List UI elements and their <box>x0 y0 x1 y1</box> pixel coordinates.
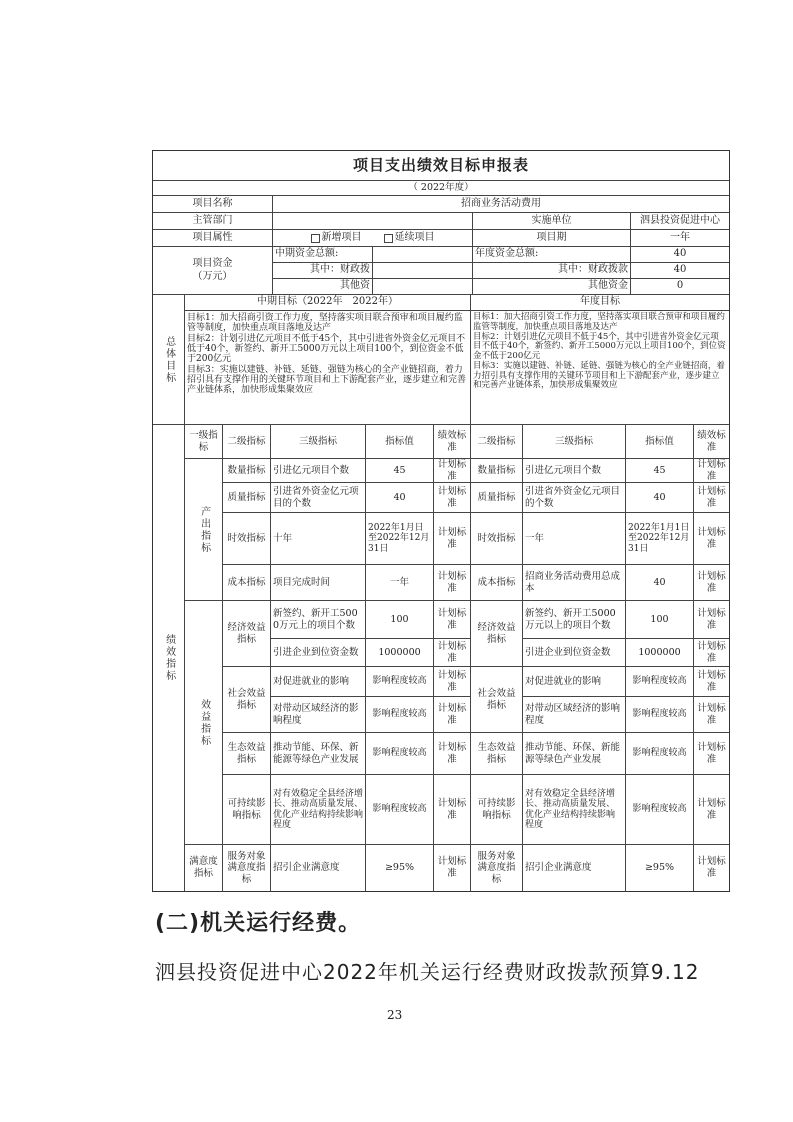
row-l3-right: 对带动区域经济的影响程度 <box>523 697 626 733</box>
row-std-right: 计划标准 <box>694 601 729 639</box>
row-std-right: 计划标准 <box>694 483 729 513</box>
row-l3: 新签约、新开工5000万元上的项目个数 <box>271 601 366 639</box>
row-value: 影响程度较高 <box>366 775 434 845</box>
year-total-label: 年度资金总额: <box>473 247 631 263</box>
row-l2-right: 服务对象满意度指标 <box>471 845 523 891</box>
row-l2: 质量指标 <box>223 483 271 513</box>
row-value: 100 <box>366 601 434 639</box>
row-value: 影响程度较高 <box>366 697 434 733</box>
row-l3-right: 招引企业满意度 <box>523 845 626 891</box>
row-std: 计划标准 <box>434 775 471 845</box>
row-value-right: 影响程度较高 <box>626 667 694 697</box>
row-l2-right: 成本指标 <box>471 565 523 601</box>
row-value-right: 影响程度较高 <box>626 697 694 733</box>
row-value-right: 1000000 <box>626 639 694 667</box>
row-l2-right: 经济效益指标 <box>471 601 523 667</box>
row-std: 计划标准 <box>434 697 471 733</box>
new-project-checkbox <box>311 234 320 243</box>
row-std: 计划标准 <box>434 565 471 601</box>
header-lvl3: 三级指标 <box>271 425 366 459</box>
row-std-right: 计划标准 <box>694 639 729 667</box>
perf-label: 绩效指标 <box>153 425 185 891</box>
year-goal-header: 年度目标 <box>471 295 729 311</box>
row-value: 40 <box>366 483 434 513</box>
header-value: 指标值 <box>366 425 434 459</box>
year-other-label: 其他资金 <box>473 279 631 295</box>
row-l3: 项目完成时间 <box>271 565 366 601</box>
row-std-right: 计划标准 <box>694 667 729 697</box>
row-l2-right: 时效指标 <box>471 513 523 565</box>
row-l3: 招引企业满意度 <box>271 845 366 891</box>
year-fiscal-value: 40 <box>631 263 729 279</box>
row-std-right: 计划标准 <box>694 565 729 601</box>
row-value-right: 2022年1月1日至2022年12月31日 <box>626 513 694 565</box>
row-l2: 经济效益指标 <box>223 601 271 667</box>
row-std: 计划标准 <box>434 845 471 891</box>
row-std: 计划标准 <box>434 513 471 565</box>
dept-label: 主管部门 <box>153 213 273 230</box>
row-l3-right: 引进省外资金亿元项目的个数 <box>523 483 626 513</box>
row-value: 影响程度较高 <box>366 667 434 697</box>
period-value: 一年 <box>631 230 729 247</box>
fund-label: 项目资金 （万元） <box>153 247 273 295</box>
row-value-right: ≥95% <box>626 845 694 891</box>
project-name-label: 项目名称 <box>153 196 273 213</box>
attr-cont-label: 延续项目 <box>394 231 435 243</box>
header-lvl1: 一级指标 <box>185 425 223 459</box>
row-l2-right: 可持续影响指标 <box>471 775 523 845</box>
attr-new-label: 新增项目 <box>321 231 362 243</box>
row-l3: 对促进就业的影响 <box>271 667 366 697</box>
row-value-right: 40 <box>626 483 694 513</box>
row-value-right: 影响程度较高 <box>626 733 694 775</box>
row-l3-right: 对促进就业的影响 <box>523 667 626 697</box>
attr-options <box>273 230 473 247</box>
mid-total-value <box>373 247 473 263</box>
row-value: 一年 <box>366 565 434 601</box>
row-l2: 时效指标 <box>223 513 271 565</box>
row-std-right: 计划标准 <box>694 697 729 733</box>
row-std: 计划标准 <box>434 639 471 667</box>
row-l2: 成本指标 <box>223 565 271 601</box>
row-l3-right: 引进亿元项目个数 <box>523 459 626 483</box>
header-std: 绩效标准 <box>434 425 471 459</box>
attr-label: 项目属性 <box>153 230 273 247</box>
row-std: 计划标准 <box>434 459 471 483</box>
row-l3: 对带动区域经济的影响程度 <box>271 697 366 733</box>
row-l2-right: 生态效益指标 <box>471 733 523 775</box>
row-std: 计划标准 <box>434 601 471 639</box>
row-l3-right: 招商业务活动费用总成本 <box>523 565 626 601</box>
row-std: 计划标准 <box>434 733 471 775</box>
mid-other-label: 其他资 <box>273 279 373 295</box>
row-l2: 生态效益指标 <box>223 733 271 775</box>
mid-fiscal-label: 其中：财政拨 <box>273 263 373 279</box>
goals-label: 总体目标 <box>153 295 185 425</box>
project-name-value: 招商业务活动费用 <box>273 196 729 213</box>
row-std-right: 计划标准 <box>694 513 729 565</box>
form-year: （ 2022年度） <box>153 181 729 196</box>
row-l3: 十年 <box>271 513 366 565</box>
header-lvl3-right: 三级指标 <box>523 425 626 459</box>
row-l2: 数量指标 <box>223 459 271 483</box>
row-l3-right: 对有效稳定全县经济增长、推动高质量发展、优化产业结构持续影响程度 <box>523 775 626 845</box>
row-l2: 社会效益指标 <box>223 667 271 733</box>
page-number: 23 <box>387 1008 403 1022</box>
row-value-right: 影响程度较高 <box>626 775 694 845</box>
row-std-right: 计划标准 <box>694 733 729 775</box>
row-l3-right: 推动节能、环保、新能源等绿色产业发展 <box>523 733 626 775</box>
row-std-right: 计划标准 <box>694 459 729 483</box>
row-l3: 引进亿元项目个数 <box>271 459 366 483</box>
row-l3-right: 一年 <box>523 513 626 565</box>
row-value-right: 100 <box>626 601 694 639</box>
continued-project-checkbox <box>384 234 393 243</box>
cat-satisfaction: 满意度指标 <box>185 845 223 891</box>
year-other-value: 0 <box>631 279 729 295</box>
performance-target-form <box>152 150 730 892</box>
row-value-right: 45 <box>626 459 694 483</box>
header-lvl2: 二级指标 <box>223 425 271 459</box>
row-value: ≥95% <box>366 845 434 891</box>
row-value: 45 <box>366 459 434 483</box>
row-l3: 引进企业到位资金数 <box>271 639 366 667</box>
row-std: 计划标准 <box>434 483 471 513</box>
row-std-right: 计划标准 <box>694 775 729 845</box>
row-std-right: 计划标准 <box>697 856 726 879</box>
header-lvl2-right: 二级指标 <box>471 425 523 459</box>
row-std: 计划标准 <box>434 667 471 697</box>
header-value-right: 指标值 <box>626 425 694 459</box>
row-l2-right: 数量指标 <box>471 459 523 483</box>
mid-fiscal-value <box>373 263 473 279</box>
row-l2: 服务对象满意度指标 <box>223 845 271 891</box>
row-l3-right: 新签约、新开工5000万元以上的项目个数 <box>523 601 626 639</box>
row-l3-right: 引进企业到位资金数 <box>523 639 626 667</box>
cat-benefit: 效益指标 <box>185 601 223 845</box>
mid-goal-header: 中期目标（2022年 2022年） <box>185 295 471 311</box>
mid-total-label: 中期资金总额: <box>273 247 373 263</box>
header-std-right: 绩效标准 <box>694 425 729 459</box>
row-value: 1000000 <box>366 639 434 667</box>
impl-unit-label: 实施单位 <box>473 213 631 230</box>
mid-other-value <box>373 279 473 295</box>
row-l2-right: 社会效益指标 <box>471 667 523 733</box>
row-value-right: 40 <box>626 565 694 601</box>
section-heading: (二)机关运行经费。 <box>155 911 362 936</box>
impl-unit-value: 泗县投资促进中心 <box>631 213 729 230</box>
year-fiscal-label: 其中：财政拨款 <box>473 263 631 279</box>
row-l3: 引进省外资金亿元项目的个数 <box>271 483 366 513</box>
row-l3: 推动节能、环保、新能源等绿色产业发展 <box>271 733 366 775</box>
cat-output: 产出指标 <box>185 459 223 601</box>
body-paragraph: 泗县投资促进中心2022年机关运行经费财政拨款预算9.12 <box>155 960 700 984</box>
row-l3: 对有效稳定全县经济增长、推动高质量发展、优化产业结构持续影响程度 <box>271 775 366 845</box>
form-title: 项目支出绩效目标申报表 <box>153 151 729 181</box>
row-value: 影响程度较高 <box>366 733 434 775</box>
period-label: 项目期 <box>473 230 631 247</box>
row-l2: 可持续影响指标 <box>223 775 271 845</box>
year-total-value: 40 <box>631 247 729 263</box>
row-value: 2022年1月日至2022年12月31日 <box>366 513 434 565</box>
dept-value <box>273 213 473 230</box>
year-goal-text: 目标1：加大招商引资工作力度，坚持落实项目联合预审和项目履约监管等制度，加快重点项目落地及达产 目标2：计划引进亿元项目不低于45个，其中引进省外资金亿元项目不低于40个，新签约、新开工5000万元以上项目100个，到位资金不低于200亿元 目标3：实施以建链、补链、延链、强链为核心的全产业链招商，着力招引具有支撑作用的关键环节项目和上下游配套产业，逐步建立和完善产业链体系，加快形成集聚效应 <box>471 311 729 425</box>
row-l2-right: 质量指标 <box>471 483 523 513</box>
mid-goal-text: 目标1：加大招商引资工作力度，坚持落实项目联合预审和项目履约监管等制度，加快重点项目落地及达产 目标2：计划引进亿元项目不低于45个，其中引进省外资金亿元项目不低于40个，新签约、新开工5000万元以上项目100个，到位资金不低于200亿元 目标3：实施以建链、补链、延链、强链为核心的全产业链招商，着力招引具有支撑作用的关键环节项目和上下游配套产业，逐步建立和完善产业链体系，加快形成集聚效应 <box>185 311 471 425</box>
